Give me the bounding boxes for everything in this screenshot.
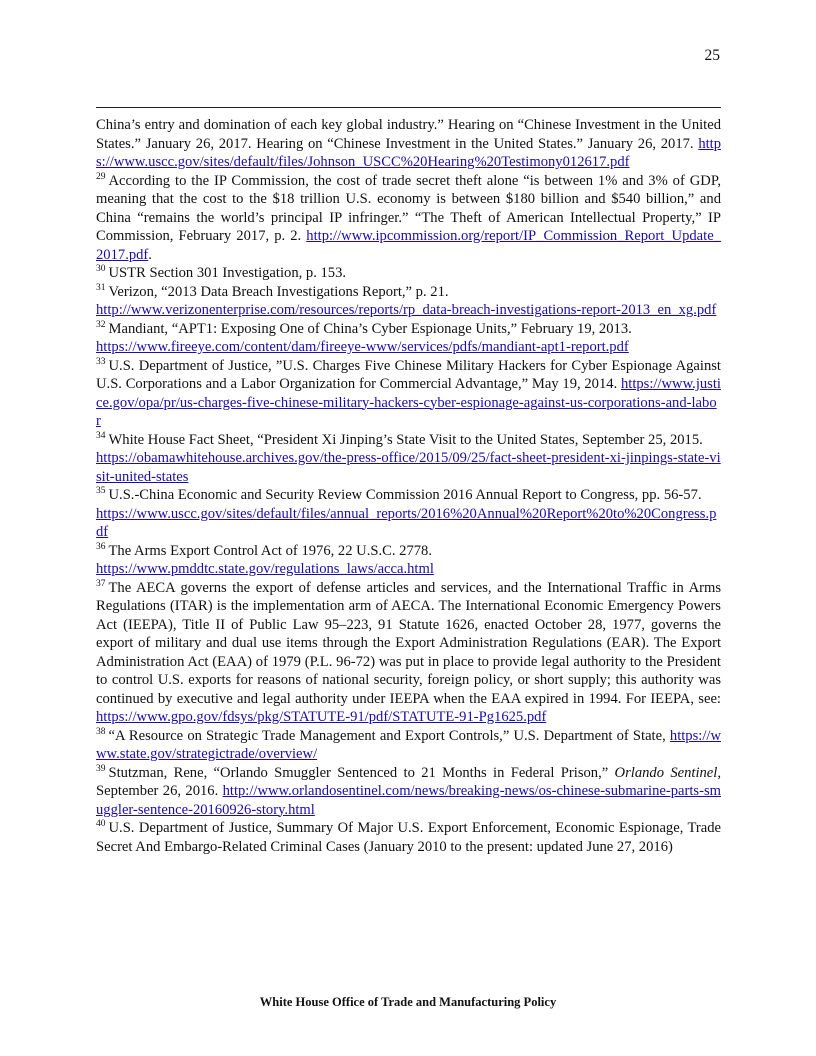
footnote-34 (96, 431, 721, 487)
footnote-link[interactable]: https://obamawhitehouse.archives.gov/the-press-office/2015/09/25/fact-sheet-president-xi-jinpings-state-visit-united-states (96, 450, 721, 485)
footnote-number: 34 (96, 430, 106, 441)
footnote-number: 30 (96, 264, 106, 275)
footnote-divider (96, 107, 721, 108)
footnote-link[interactable]: http://www.verizonenterprise.com/resources/reports/rp_data-breach-investigations-report-2013_en_xg.pdf (96, 302, 717, 318)
footnote-number: 32 (96, 319, 106, 330)
footnote-33 (96, 357, 721, 431)
footnote-text: U.S.-China Economic and Security Review Commission 2016 Annual Report to Congress, pp. 56-57. (108, 487, 702, 503)
footnote-39 (96, 764, 721, 820)
footnote-35 (96, 486, 721, 542)
footnote-text: Verizon, “2013 Data Breach Investigations Report,” p. 21. (108, 283, 449, 300)
footnote-link[interactable]: https://www.uscc.gov/sites/default/files/Johnson_USCC%20Hearing%20Testimony012617.pdf (96, 135, 722, 170)
footnote-32 (96, 320, 721, 357)
footnote-text: White House Fact Sheet, “President Xi Jinping’s State Visit to the United States, September 25, 2015. (108, 431, 703, 448)
footnote-38 (96, 727, 721, 764)
footnote-link[interactable]: https://www.state.gov/strategictrade/overview/ (96, 727, 721, 762)
footnote-number: 35 (96, 486, 106, 497)
footnote-link[interactable]: http://www.ipcommission.org/report/IP_Commission_Report_Update_2017.pdf (96, 228, 721, 263)
footnote-36 (96, 542, 721, 579)
footnote-number: 36 (96, 541, 106, 552)
footnote-text: U.S. Department of Justice, ”U.S. Charges Five Chinese Military Hackers for Cyber Espionage Against U.S. Corporations and a Labor Organization for Commercial Advantage,” May 19, 2014. (96, 357, 721, 392)
footnote-text: Stutzman, Rene, “Orlando Smuggler Sentenced to 21 Months in Federal Prison,” (108, 764, 609, 781)
footnote-link[interactable]: https://www.gpo.gov/fdsys/pkg/STATUTE-91/pdf/STATUTE-91-Pg1625.pdf (96, 709, 547, 725)
footnote-29 (96, 172, 721, 265)
page-footer: White House Office of Trade and Manufacturing Policy (259, 995, 557, 1009)
footnote-number: 31 (96, 282, 106, 293)
footnote-italic-source: Orlando Sentinel, (614, 764, 721, 781)
footnote-31 (96, 283, 721, 320)
footnotes-section (96, 116, 721, 856)
footnote-text: According to the IP Commission, the cost of trade secret theft alone “is between 1% and 3% of GDP, meaning that the cost to the $18 trillion U.S. economy is between $180 billion and $540 billion,” and China “remains the world’s principal IP infringer.” “The Theft of American Intellectual Property,” IP Commission, February 2017, p. 2. (96, 172, 721, 244)
footnote-link[interactable]: https://www.pmddtc.state.gov/regulations_laws/acca.html (96, 561, 434, 577)
footnote-number: 29 (96, 171, 106, 182)
footnote-text: China’s entry and domination of each key global industry.” Hearing on “Chinese Investment in the United States.” January 26, 2017. Hearing on “Chinese Investment in the United States.” January 26, 2017. (96, 117, 721, 152)
footnote-37 (96, 579, 721, 727)
footnote-number: 40 (96, 819, 106, 830)
footnote-40 (96, 819, 721, 856)
footnote-text: The Arms Export Control Act of 1976, 22 U.S.C. 2778. (108, 542, 432, 559)
footnote-text: U.S. Department of Justice, Summary Of Major U.S. Export Enforcement, Economic Espionage, Trade Secret And Embargo-Related Criminal Cases (January 2010 to the present: updated June 27, 2016) (96, 820, 721, 855)
footnote-number: 38 (96, 726, 106, 737)
footnote-text: “A Resource on Strategic Trade Management and Export Controls,” U.S. Department of State, (108, 727, 666, 744)
footnote-link[interactable]: https://www.uscc.gov/sites/default/files/annual_reports/2016%20Annual%20Report%20to%20Congress.pdf (96, 505, 717, 540)
footnote-tail: . (148, 246, 152, 263)
footnote-text: The AECA governs the export of defense articles and services, and the International Traffic in Arms Regulations (ITAR) is the implementation arm of AECA. The International Economic Emergency Powers Act (IEEPA), Title II of Public Law 95–223, 91 Statute 1626, enacted October 28, 1977, governs the export of military and dual use items through the Export Administration Regulations (EAR). The Export Administration Act (EAA) of 1979 (P.L. 96-72) was put in place to provide legal authority to the President to control U.S. exports for reasons of national security, foreign policy, or short supply; this authority was continued by executive and legal authority under IEEPA when the EAA expired in 1994. For IEEPA, see: (96, 579, 721, 707)
page-number: 25 (704, 47, 720, 64)
footnote-text-date: September 26, 2016. (96, 783, 219, 799)
footnote-number: 33 (96, 356, 106, 367)
footnote-link[interactable]: https://www.fireeye.com/content/dam/fireeye-www/services/pdfs/mandiant-apt1-report.pdf (96, 339, 629, 355)
footnote-continuation (96, 116, 721, 172)
footnote-link[interactable]: https://www.justice.gov/opa/pr/us-charges-five-chinese-military-hackers-cyber-espionage-against-us-corporations-and-labor (96, 376, 721, 429)
footnote-text: USTR Section 301 Investigation, p. 153. (108, 265, 347, 281)
footnote-number: 39 (96, 763, 106, 774)
footnote-number: 37 (96, 578, 106, 589)
footnote-30 (96, 264, 721, 283)
footnote-text: Mandiant, “APT1: Exposing One of China’s Cyber Espionage Units,” February 19, 2013. (108, 320, 632, 337)
footnote-link[interactable]: http://www.orlandosentinel.com/news/breaking-news/os-chinese-submarine-parts-smuggler-sentence-20160926-story.html (96, 783, 721, 818)
